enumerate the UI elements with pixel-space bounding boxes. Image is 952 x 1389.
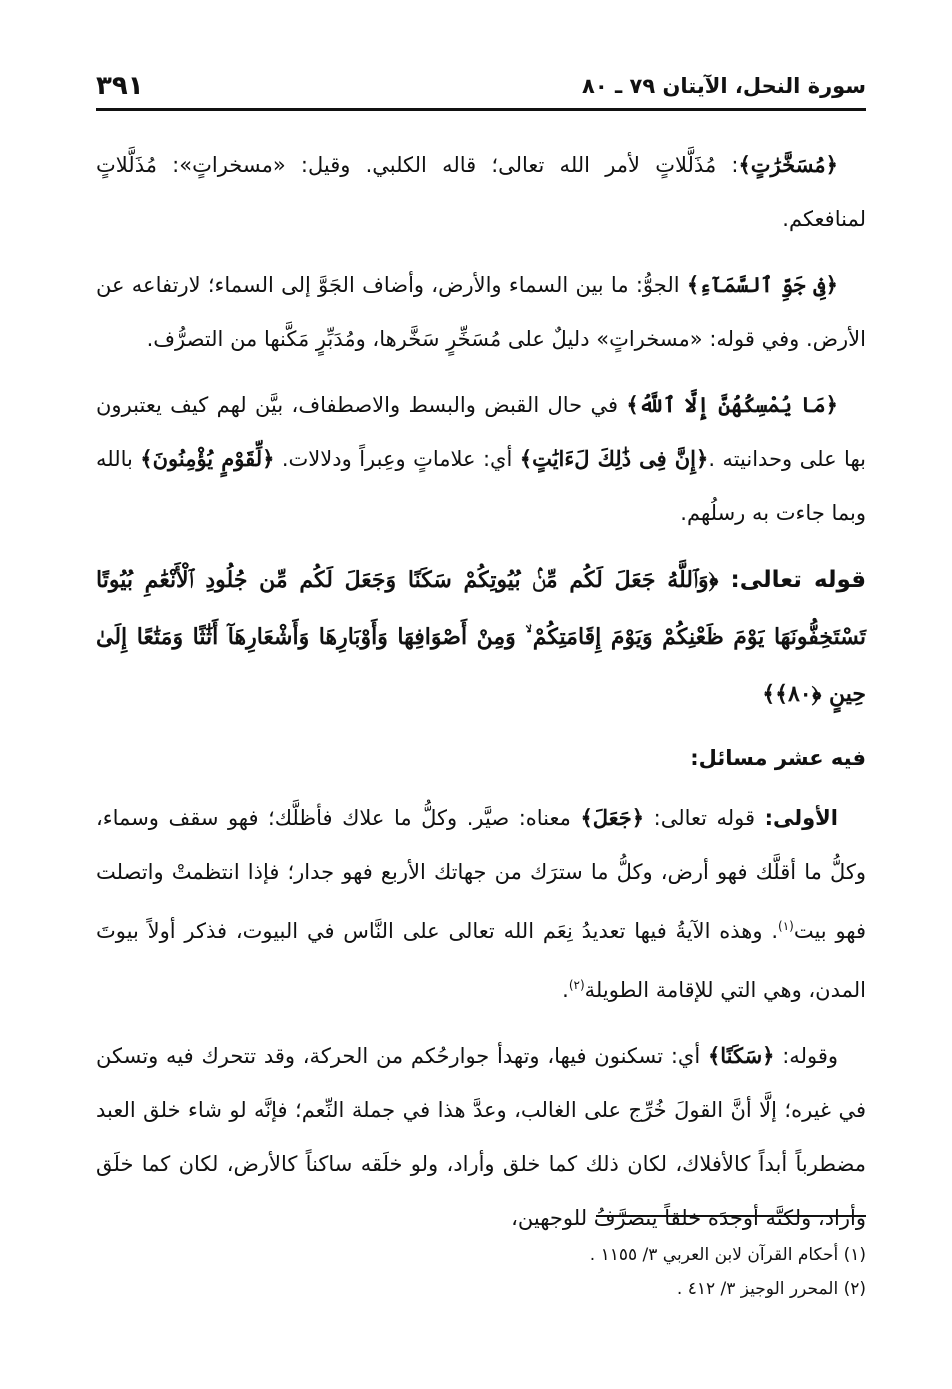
- verse-text: ﴿وَٱللَّهُ جَعَلَ لَكُم مِّنۢ بُيُوتِكُمْ سَكَنًا وَجَعَلَ لَكُم مِّن جُلُودِ ٱلْأَنْعَٰمِ بُيُوتًا تَسْتَخِفُّونَهَا يَوْمَ ظَعْنِكُمْ وَيَوْمَ إِقَامَتِكُمْ ۙ وَمِنْ أَصْوَافِهَا وَأَوْبَارِهَا وَأَشْعَارِهَآ أَثَٰثًا وَمَتَٰعًا إِلَىٰ حِينٍ ﴿٨٠﴾﴾: [96, 567, 866, 707]
- quran-quote: ﴿لِّقَوْمٍ يُؤْمِنُونَ﴾: [140, 446, 275, 471]
- paragraph-sakanan: [96, 1029, 866, 1245]
- paragraph-text: أي: علاماتٍ وعِبراً ودلالات.: [281, 447, 520, 471]
- quran-quote: ﴿مَا يُمْسِكُهُنَّ إِلَّا ٱللَّهُ﴾: [626, 392, 838, 417]
- paragraph-jaww: [96, 258, 866, 366]
- quran-quote: ﴿مُسَخَّرَٰتٍ﴾: [738, 152, 838, 177]
- footnote-1: (١) أحكام القرآن لابن العربي ٣/ ١١٥٥ .: [589, 1245, 866, 1265]
- quran-quote: ﴿جَعَلَ﴾: [580, 805, 645, 830]
- paragraph-text: بالله وبما جاءت به رسلُهم.: [96, 447, 866, 525]
- footnote-2: (٢) المحرر الوجيز ٣/ ٤١٢ .: [676, 1279, 866, 1299]
- paragraph-yumsikuhunna: [96, 378, 866, 540]
- running-title: سورة النحل، الآيتان ٧٩ ـ ٨٠: [582, 74, 866, 98]
- paragraph-text: قوله تعالى:: [644, 806, 765, 830]
- footnote-ref[interactable]: (١): [778, 919, 794, 933]
- paragraph-text: . وهذه الآيةُ فيها تعديدُ نِعَم الله تعالى على النَّاس في البيوت، فذكر أولاً بيوتَ المدن، وهي التي للإقامة الطويلة: [96, 919, 866, 1002]
- paragraph-musakhkharat: [96, 138, 866, 246]
- footnote-divider: [596, 1215, 866, 1217]
- verse-block: [96, 552, 866, 723]
- quran-quote: ﴿إِنَّ فِى ذَٰلِكَ لَءَايَٰتٍ﴾: [519, 446, 709, 471]
- issues-heading: فيه عشر مسائل:: [690, 746, 866, 770]
- footnote-ref[interactable]: (٢): [568, 978, 585, 992]
- footnotes: [96, 1238, 866, 1306]
- paragraph-text: أي: تسكنون فيها، وتهدأ جوارحُكم من الحركة، وقد تتحرك فيه وتسكن في غيره؛ إلَّا أنَّ القولَ خُرِّج على الغالب، وعدَّ هذا في جملة النِّعم؛ فإنَّه لو شاء خلق العبد مضطرباً أبداً كالأفلاك، لكان ذلك كما خلق وأراد، ولو خلَقه ساكناً كالأرض، لكان كما خلَق وأراد، ولكنَّه أوجدَه خلقاً يتصرَّفُ للوجهين،: [96, 1044, 866, 1230]
- verse-lead: قوله تعالى:: [718, 567, 867, 593]
- paragraph-text: : مُذَلَّلاتٍ لأمر الله تعالى؛ قاله الكلبي. وقيل: «مسخراتٍ»: مُذَلَّلاتٍ لمنافعكم.: [96, 153, 866, 231]
- paragraph-text: معناه: صيَّر. وكلُّ ما علاك فأظلَّك؛ فهو سقف وسماء، وكلُّ ما أقلَّك فهو أرض، وكلُّ ما سترَك من جهاتك الأربع فهو جدار؛ فإذا انتظمتْ واتصلت فهو بيت: [96, 806, 867, 943]
- paragraph-text: الجوُّ: ما بين السماء والأرض، وأضاف الجَوَّ إلى السماء؛ لارتفاعه عن الأرض. وفي قوله: «مسخراتٍ» دليلٌ على مُسَخِّرٍ سَخَّرها، ومُدَبِّرٍ مَكَّنها من التصرُّف.: [96, 273, 866, 351]
- issue-label: الأولى:: [764, 806, 838, 830]
- page-header: [96, 66, 866, 106]
- header-divider: [96, 108, 866, 111]
- page-number: ٣٩١: [96, 71, 144, 101]
- paragraph-text: وقوله:: [774, 1044, 838, 1068]
- page-body: [96, 138, 866, 1257]
- quran-quote: ﴿فِى جَوِّ ٱلسَّمَآءِ﴾: [686, 272, 838, 297]
- paragraph-text: .: [562, 978, 569, 1002]
- paragraph-first-issue: [96, 791, 866, 1017]
- paragraph-text: في حال القبض والبسط والاصطفاف، بيَّن لهم كيف يعتبرون بها على وحدانيته .: [96, 393, 866, 471]
- quran-quote: ﴿سَكَنًا﴾: [707, 1043, 775, 1068]
